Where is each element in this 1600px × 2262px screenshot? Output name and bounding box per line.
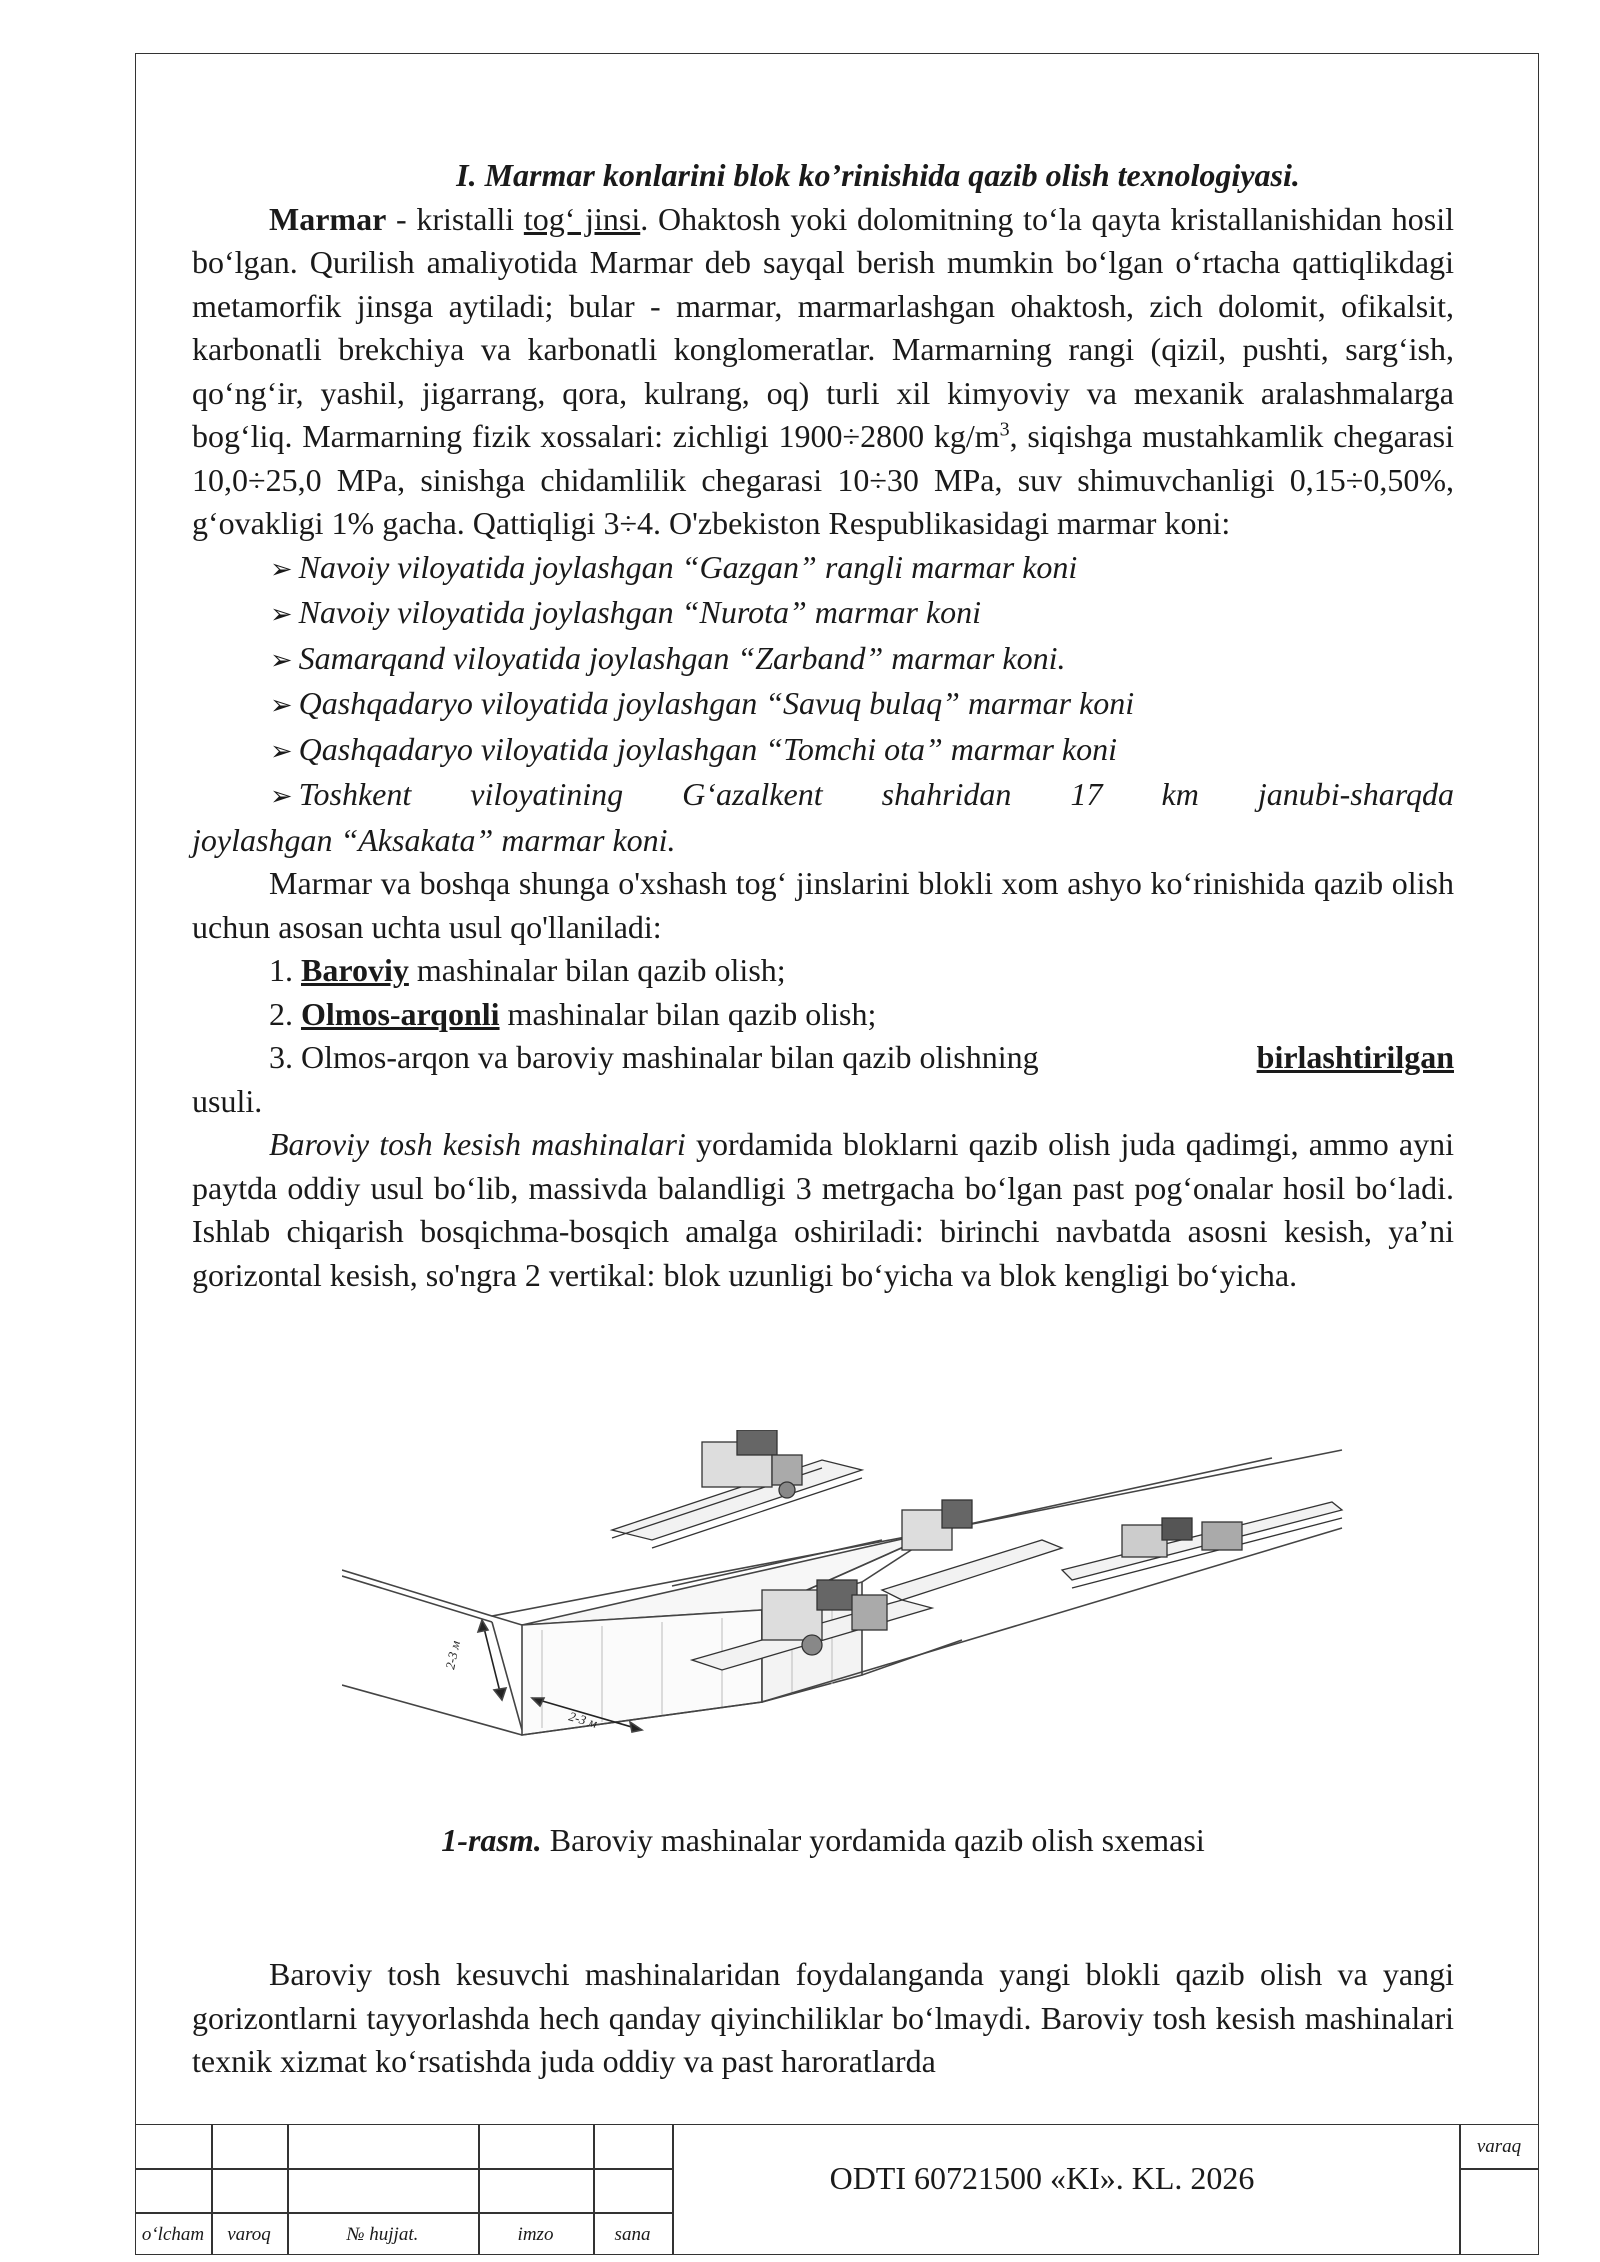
document-body bbox=[192, 154, 1454, 1297]
list-item-text: Qashqadaryo viloyatida joylashgan “Tomchi ota” marmar koni bbox=[298, 730, 1118, 767]
method-3-text: 3. Olmos-arqon va baroviy mashinalar bilan qazib olishning bbox=[269, 1039, 1039, 1075]
list-item-text: Navoiy viloyatida joylashgan “Gazgan” rangli marmar koni bbox=[298, 548, 1078, 585]
dim-width-label: 2-3 м bbox=[567, 1708, 600, 1731]
stamp-divider bbox=[135, 2212, 672, 2214]
sheet-label: varaq bbox=[1476, 2136, 1522, 2157]
method-1-key[interactable]: Baroviy bbox=[301, 952, 409, 988]
methods-intro: Marmar va boshqa shunga o'xshash tog‘ jinslarini blokli xom ashyo ko‘rinishida qazib olish uchun asosan uchta usul qo'llaniladi: bbox=[192, 865, 1454, 945]
document-body-continued bbox=[192, 1921, 1454, 2116]
stamp-hujjat: № hujjat. bbox=[346, 2224, 419, 2245]
arrow-bullet-icon: ➢ bbox=[270, 599, 293, 629]
method-3-key[interactable]: birlashtirilgan bbox=[1256, 1039, 1454, 1075]
arrow-bullet-icon: ➢ bbox=[270, 690, 293, 720]
list-item-text: Toshkent viloyatining G‘azalkent shahridan 17 km janubi-sharqda bbox=[298, 776, 1454, 812]
intro-superscript: 3 bbox=[999, 418, 1010, 441]
list-item bbox=[192, 591, 1454, 637]
arrow-bullet-icon: ➢ bbox=[270, 781, 293, 811]
list-item bbox=[192, 546, 1454, 592]
arrow-bullet-icon: ➢ bbox=[270, 735, 293, 766]
baroviy-lead: Baroviy tosh kesish mashinalari bbox=[269, 1126, 686, 1162]
final-paragraph: Baroviy tosh kesuvchi mashinalaridan foydalanganda yangi blokli qazib olish va yangi gorizontlarni tayyorlashda hech qanday qiyinchiliklar bo‘lmaydi. Baroviy tosh kesish mashinalari texnik xizmat ko‘rsatishda juda oddiy va past haroratlarda bbox=[192, 1956, 1454, 2079]
list-item-text: Qashqadaryo viloyatida joylashgan “Savuq bulaq” marmar koni bbox=[298, 685, 1135, 721]
stamp-sana: sana bbox=[614, 2224, 651, 2245]
method-3 bbox=[192, 1036, 1454, 1080]
arrow-bullet-icon: ➢ bbox=[270, 644, 293, 675]
baroviy-paragraph bbox=[192, 1123, 1454, 1297]
list-item bbox=[192, 682, 1454, 728]
list-item bbox=[192, 773, 1454, 819]
document-title: I. Marmar konlarini blok ko’rinishida qazib olish texnologiyasi. bbox=[456, 157, 1300, 193]
baroviy-text: yordamida bloklarni qazib olish juda qadimgi, ammo ayni paytda oddiy usul bo‘lib, massivda balandligi 3 metrgacha bo‘lgan past pog‘onalar hosil bo‘ladi. Ishlab chiqarish bosqichma-bosqich amalga oshiriladi: birinchi navbatda asosni kesish, ya’ni gorizontal kesish, so'ngra 2 vertikal: blok uzunligi bo‘yicha va blok kengligi bo‘yicha. bbox=[192, 1126, 1455, 1293]
term-marmar: Marmar bbox=[269, 200, 387, 237]
list-item-continuation: joylashgan “Aksakata” marmar koni. bbox=[192, 821, 676, 858]
caption-text: Baroviy mashinalar yordamida qazib olish sxemasi bbox=[541, 1822, 1205, 1858]
method-1-text: mashinalar bilan qazib olish; bbox=[408, 952, 786, 988]
method-3-continuation: usuli. bbox=[192, 1082, 263, 1119]
method-2-key[interactable]: Olmos-arqonli bbox=[301, 995, 500, 1032]
figure-caption bbox=[192, 1819, 1454, 1863]
dim-height-label: 2-3 м bbox=[442, 1639, 463, 1671]
method-number: 2. bbox=[269, 995, 301, 1032]
intro-text: . Ohaktosh yoki dolomitning to‘la qayta kristallanishidan hosil bo‘lgan. Qurilish amaliyotida Marmar deb sayqal berish mumkin bo‘lgan o‘rtacha qattiqlikdagi metamorfik jinsga aytiladi; bular - marmar, marmarlashgan ohaktosh, zich dolomit, ofikalsit, karbonatli brekchiya va karbonatli konglomeratlar. Marmarning rangi (qizil, pushti, sarg‘ish, qo‘ng‘ir, yashil, jigarrang, qora, kulrang, oq) turli xil kimyoviy va mexanik aralashmalarga bog‘liq. Marmarning fizik xossalari: zichligi 1900÷2800 kg/m bbox=[192, 200, 1455, 454]
list-item-text: Navoiy viloyatida joylashgan “Nurota” marmar koni bbox=[298, 594, 981, 630]
bench-edge bbox=[342, 1576, 492, 1622]
stamp-divider bbox=[135, 2168, 672, 2170]
document-code: ODTI 60721500 «KI». KL. 2026 bbox=[829, 2160, 1255, 2196]
quarry-diagram bbox=[342, 1430, 1380, 1776]
stamp-divider bbox=[1459, 2168, 1539, 2170]
stamp-imzo: imzo bbox=[517, 2224, 554, 2245]
intro-paragraph bbox=[192, 198, 1454, 546]
intro-dash: - kristalli bbox=[386, 200, 524, 237]
intro-text-2: , siqishga mustahkamlik chegarasi 10,0÷25,0 MPa, sinishga chidamlilik chegarasi 10÷30 MPa, suv shimuvchanligi 0,15÷0,50%, g‘ovakligi 1% gacha. Qattiqligi 3÷4. O'zbekiston Respublikasidagi marmar koni: bbox=[192, 418, 1455, 541]
block-front bbox=[522, 1610, 762, 1735]
dim-height-line bbox=[482, 1620, 502, 1700]
method-1 bbox=[192, 949, 1454, 993]
wire-saw-machine-right bbox=[882, 1500, 1342, 1600]
caption-label: 1-rasm. bbox=[441, 1822, 542, 1858]
list-item-text: Samarqand viloyatida joylashgan “Zarband” marmar koni. bbox=[298, 639, 1066, 676]
stamp-varoq: varoq bbox=[227, 2224, 271, 2245]
method-2-text: mashinalar bilan qazib olish; bbox=[499, 995, 877, 1032]
method-2 bbox=[192, 993, 1454, 1037]
list-item bbox=[192, 728, 1454, 774]
stamp-olcham: o‘lcham bbox=[141, 2224, 205, 2245]
list-item bbox=[192, 637, 1454, 683]
wire-saw-machine-top bbox=[612, 1430, 862, 1548]
method-number: 1. bbox=[269, 952, 301, 988]
arrow-bullet-icon: ➢ bbox=[270, 553, 293, 584]
link-tog-jinsi[interactable]: tog‘ jinsi bbox=[523, 200, 641, 237]
deposit-list bbox=[192, 546, 1454, 863]
